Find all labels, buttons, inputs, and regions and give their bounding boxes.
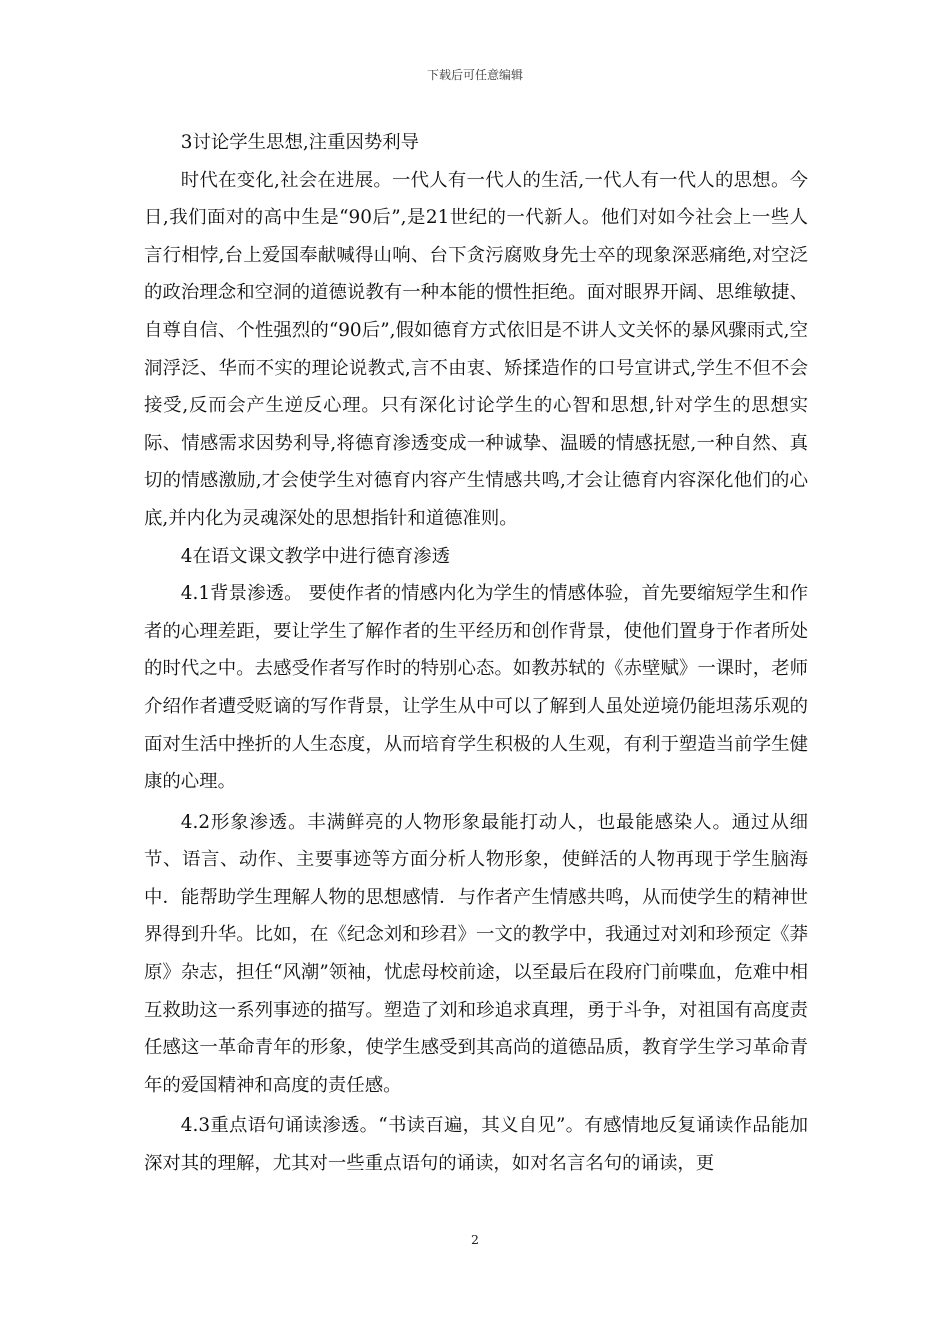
section-heading-4: 4在语文课文教学中进行德育渗透 (180, 545, 450, 567)
paragraph-4-2-image: 4.2形象渗透。丰满鲜亮的人物形象最能打动人，也最能感染人。通过从细节、语言、动作、主要事迹等方面分析人物形象，使鲜活的人物再现于学生脑海中．能帮助学生理解人物的思想感情．与作者产生情感共鸣，从而使学生的精神世界得到升华。比如，在《纪念刘和珍君》一文的教学中，我通过对刘和珍预定《莽原》杂志，担任“风潮”领袖，忧虑母校前途，以至最后在段府门前喋血，危难中相互救助这一系列事迹的描写。塑造了刘和珍追求真理，勇于斗争，对祖国有高度责任感这一革命青年的形象，使学生感受到其高尚的道德品质，教育学生学习革命青年的爱国精神和高度的责任感。 (144, 811, 808, 1096)
paragraph-4-1-background: 4.1背景渗透。 要使作者的情感内化为学生的情感体验，首先要缩短学生和作者的心理差距，要让学生了解作者的生平经历和创作背景，使他们置身于作者所处的时代之中。去感受作者写作时的特别心态。如教苏轼的《赤壁赋》一课时，老师介绍作者遭受贬谪的写作背景，让学生从中可以了解到人虽处逆境仍能坦荡乐观的面对生活中挫折的人生态度，从而培育学生积极的人生观，有利于塑造当前学生健康的心理。 (144, 583, 808, 793)
page-number: 2 (471, 1232, 479, 1247)
header-note: 下载后可任意编辑 (426, 68, 523, 82)
paragraph-4-3-recitation: 4.3重点语句诵读渗透。“书读百遍，其义自见”。有感情地反复诵读作品能加深对其的理解，尤其对一些重点语句的诵读，如对名言名句的诵读，更 (144, 1115, 808, 1175)
document-body (144, 124, 808, 1183)
section-heading-3: 3讨论学生思想,注重因势利导 (180, 132, 420, 153)
paragraph-90s-students: 时代在变化,社会在进展。一代人有一代人的生活,一代人有一代人的思想。今日,我们面对的高中生是“90后”,是21世纪的一代新人。他们对如今社会上一些人言行相悖,台上爱国奉献喊得山响、台下贪污腐败身先士卒的现象深恶痛绝,对空泛的政治理念和空洞的道德说教有一种本能的惯性拒绝。面对眼界开阔、思维敏捷、自尊自信、个性强烈的“90后”,假如德育方式依旧是不讲人文关怀的暴风骤雨式,空洞浮泛、华而不实的理论说教式,言不由衷、矫揉造作的口号宣讲式,学生不但不会接受,反而会产生逆反心理。只有深化讨论学生的心智和思想,针对学生的思想实际、情感需求因势利导,将德育渗透变成一种诚挚、温暖的情感抚慰,一种自然、真切的情感激励,才会使学生对德育内容产生情感共鸣,才会让德育内容深化他们的心底,并内化为灵魂深处的思想指针和道德准则。 (144, 169, 808, 529)
